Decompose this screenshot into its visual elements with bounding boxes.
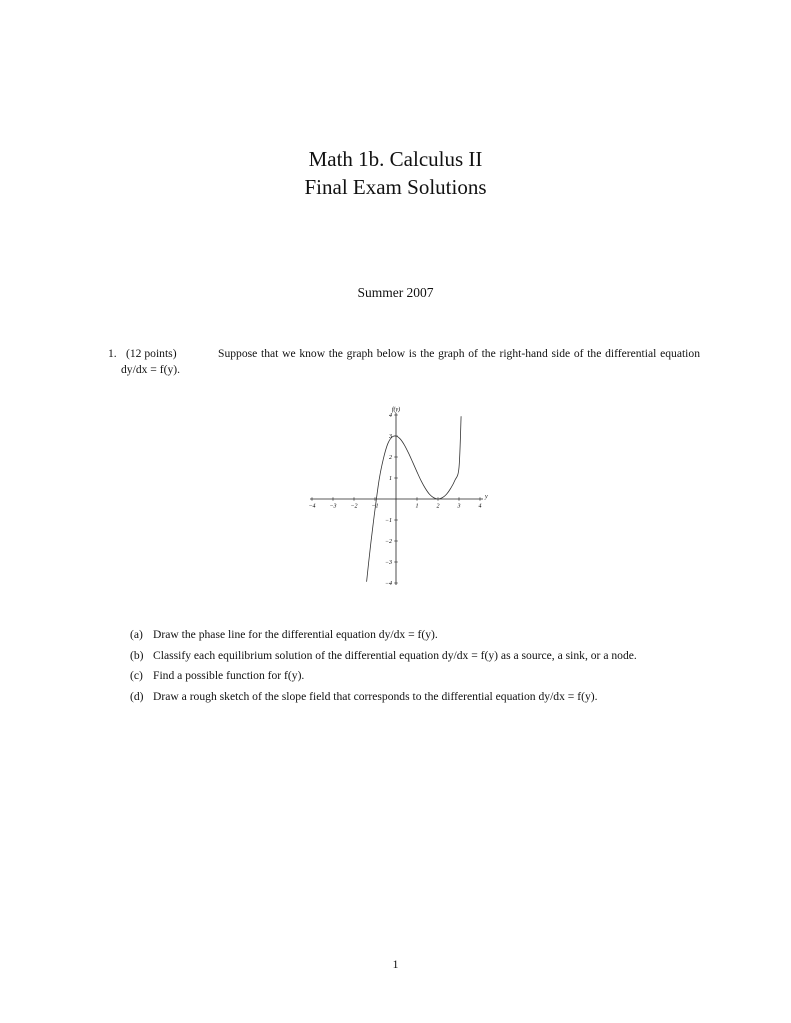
part-text: Draw a rough sketch of the slope field that corresponds to the differential equation dy/dx = f(y).	[153, 689, 598, 703]
y-tick-label: 4	[389, 413, 392, 419]
x-axis-label: y	[485, 494, 488, 500]
graph-tick-labels	[308, 412, 481, 587]
y-axis-label: f(y)	[391, 407, 401, 413]
y-tick-label: −2	[384, 539, 392, 545]
problem-parts	[130, 627, 700, 709]
x-tick-label: 1	[415, 503, 419, 510]
part-text: Classify each equilibrium solution of the differential equation dy/dx = f(y) as a source, a sink, or a node.	[153, 648, 637, 662]
exam-title: Final Exam Solutions	[304, 175, 487, 199]
y-tick-label: 1	[389, 476, 392, 482]
x-tick-label: 2	[436, 503, 440, 510]
part-c	[130, 668, 700, 684]
part-label: (a)	[130, 628, 143, 641]
y-tick-label: −1	[384, 518, 392, 524]
problem-1	[108, 346, 700, 378]
page-number: 1	[392, 957, 399, 971]
exam-term: Summer 2007	[357, 285, 434, 300]
part-label: (c)	[130, 669, 143, 682]
y-tick-label: 3	[389, 434, 392, 440]
part-text: Draw the phase line for the differential equation dy/dx = f(y).	[153, 628, 438, 641]
part-label: (d)	[130, 689, 144, 703]
course-title: Math 1b. Calculus II	[308, 147, 483, 171]
graph-axes	[310, 413, 483, 585]
problem-body	[108, 346, 700, 378]
x-tick-label: −2	[350, 503, 358, 510]
part-text: Find a possible function for f(y).	[153, 669, 305, 682]
part-d	[130, 689, 700, 705]
x-tick-label: 3	[457, 503, 461, 510]
title-block	[0, 145, 791, 201]
y-tick-label: −3	[384, 560, 392, 566]
problem-number: 1.	[108, 347, 117, 360]
x-tick-label: 4	[478, 503, 482, 510]
x-tick-label: −1	[371, 503, 379, 510]
x-tick-label: −3	[329, 503, 337, 510]
y-tick-label: 2	[389, 455, 392, 461]
problem-points: (12 points)	[126, 347, 177, 360]
x-tick-label: −4	[308, 503, 316, 510]
problem-text: Suppose that we know the graph below is the graph of the right-hand side of the differential equation dy/dx = f(y).	[121, 347, 700, 376]
y-tick-label: −4	[384, 581, 392, 587]
part-b	[130, 648, 700, 664]
part-label: (b)	[130, 648, 144, 662]
part-a	[130, 627, 700, 643]
function-graph	[300, 395, 500, 595]
